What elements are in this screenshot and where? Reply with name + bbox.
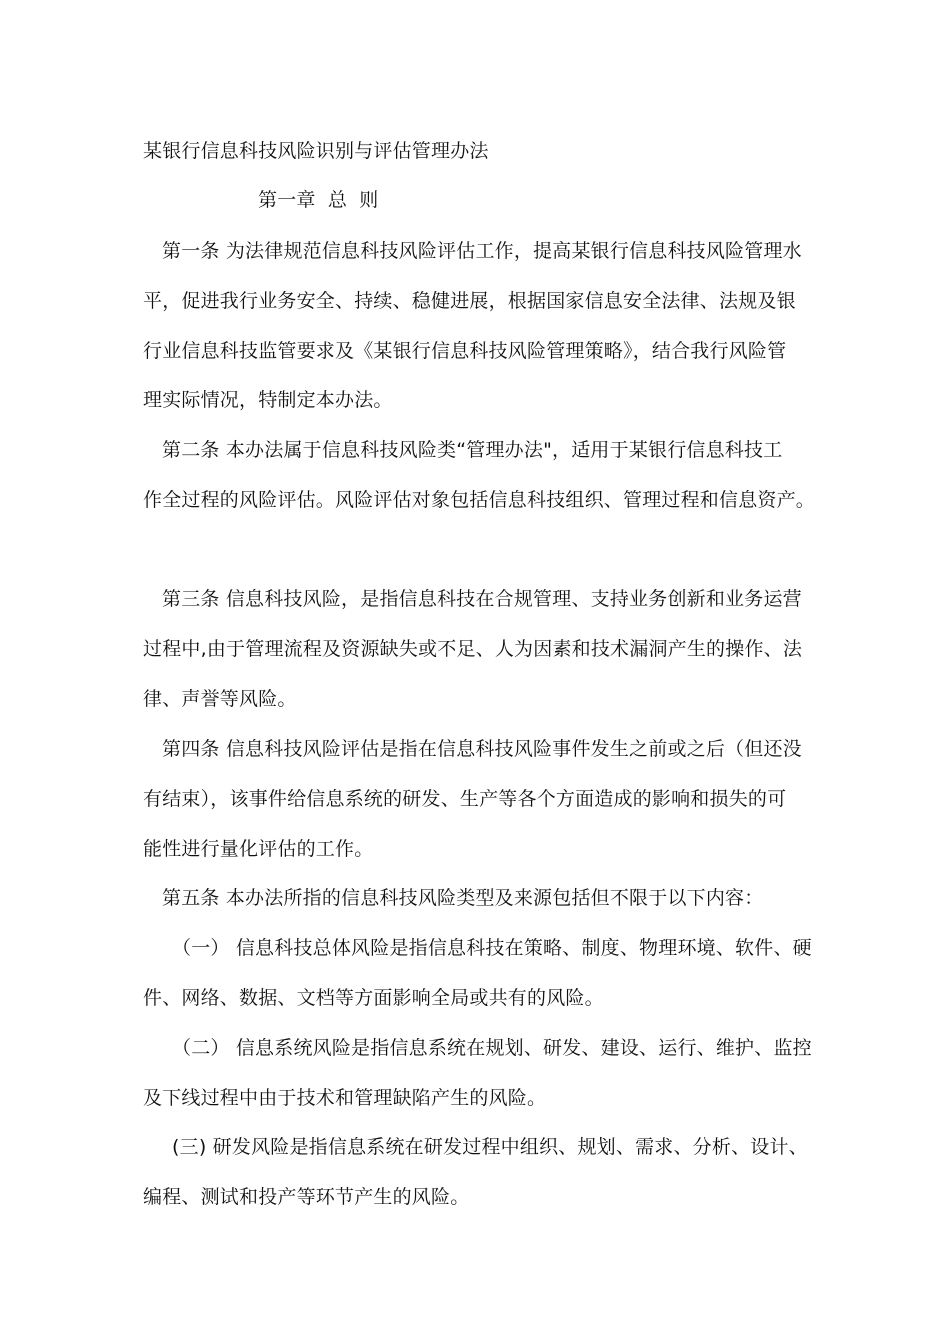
article-4-line-2: 有结束），该事件给信息系统的研发、生产等各个方面造成的影响和损失的可	[143, 788, 787, 810]
article-4-line-1: 第四条 信息科技风险评估是指在信息科技风险事件发生之前或之后（但还没	[162, 738, 802, 760]
article-2-line-2: 作全过程的风险评估。风险评估对象包括信息科技组织、管理过程和信息资产。	[143, 489, 816, 511]
article-3-line-2: 过程中,由于管理流程及资源缺失或不足、人为因素和技术漏洞产生的操作、法	[143, 638, 803, 660]
article-1-line-2: 平，促进我行业务安全、持续、稳健进展，根据国家信息安全法律、法规及银	[143, 290, 796, 312]
item-2-line-1: （二） 信息系统风险是指信息系统在规划、研发、建设、运行、维护、监控	[172, 1037, 812, 1059]
article-4-line-3: 能性进行量化评估的工作。	[143, 838, 374, 860]
item-1-line-1: （一） 信息科技总体风险是指信息科技在策略、制度、物理环境、软件、硬	[172, 937, 812, 959]
document-title: 某银行信息科技风险识别与评估管理办法	[143, 140, 489, 162]
chapter-heading: 第一章 总 则	[258, 189, 379, 211]
article-3-line-1: 第三条 信息科技风险，是指信息科技在合规管理、支持业务创新和业务运营	[162, 588, 802, 610]
article-2-line-1: 第二条 本办法属于信息科技风险类“管理办法"，适用于某银行信息科技工	[162, 439, 783, 461]
item-2-line-2: 及下线过程中由于技术和管理缺陷产生的风险。	[143, 1087, 547, 1109]
item-3-line-1: (三) 研发风险是指信息系统在研发过程中组织、规划、需求、分析、设计、	[172, 1136, 808, 1158]
article-1-line-4: 理实际情况，特制定本办法。	[143, 389, 393, 411]
article-1-line-1: 第一条 为法律规范信息科技风险评估工作，提高某银行信息科技风险管理水	[162, 240, 802, 262]
article-5-line-1: 第五条 本办法所指的信息科技风险类型及来源包括但不限于以下内容：	[162, 887, 764, 909]
article-3-line-3: 律、声誉等风险。	[143, 688, 297, 710]
article-1-line-3: 行业信息科技监管要求及《某银行信息科技风险管理策略》，结合我行风险管	[143, 340, 787, 362]
item-3-line-2: 编程、测试和投产等环节产生的风险。	[143, 1186, 470, 1208]
item-1-line-2: 件、网络、数据、文档等方面影响全局或共有的风险。	[143, 987, 604, 1009]
